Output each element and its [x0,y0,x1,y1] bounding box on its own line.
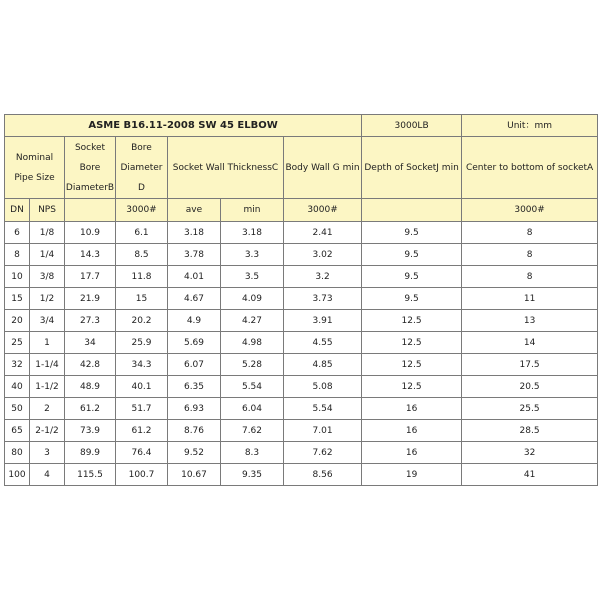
cell-wall-ave: 10.67 [168,464,221,486]
cell-socket-bore: 17.7 [65,266,116,288]
cell-wall-ave: 6.93 [168,398,221,420]
cell-socket-depth: 12.5 [362,332,462,354]
nps-header: NPS [30,199,65,222]
table-row [5,464,598,486]
cell-wall-min: 5.28 [221,354,284,376]
cell-center-bottom: 14 [462,332,598,354]
cell-bore-diameter: 25.9 [116,332,168,354]
cell-center-bottom: 28.5 [462,420,598,442]
center-class-header: 3000# [462,199,598,222]
cell-socket-depth: 16 [362,398,462,420]
cell-center-bottom: 13 [462,310,598,332]
dn-header: DN [5,199,30,222]
cell-socket-bore: 115.5 [65,464,116,486]
socket-bore-header: Socket Bore DiameterB [65,137,116,199]
cell-dn: 65 [5,420,30,442]
cell-body-wall: 4.85 [284,354,362,376]
cell-wall-min: 3.3 [221,244,284,266]
cell-socket-bore: 10.9 [65,222,116,244]
table-row [5,244,598,266]
cell-body-wall: 3.02 [284,244,362,266]
cell-bore-diameter: 20.2 [116,310,168,332]
spec-table-container [4,114,597,486]
cell-wall-ave: 4.01 [168,266,221,288]
elbow-spec-table [4,114,598,486]
cell-center-bottom: 41 [462,464,598,486]
bore-class-header: 3000# [116,199,168,222]
body-wall-header: Body Wall G min [284,137,362,199]
cell-wall-min: 3.18 [221,222,284,244]
unit-label: Unit：mm [462,115,598,137]
cell-socket-bore: 27.3 [65,310,116,332]
cell-wall-min: 5.54 [221,376,284,398]
cell-dn: 100 [5,464,30,486]
cell-nps: 1 [30,332,65,354]
depth-socket-sub [362,199,462,222]
table-row [5,442,598,464]
cell-dn: 40 [5,376,30,398]
cell-center-bottom: 8 [462,266,598,288]
cell-bore-diameter: 6.1 [116,222,168,244]
title-row [5,115,598,137]
cell-center-bottom: 25.5 [462,398,598,420]
cell-socket-depth: 12.5 [362,310,462,332]
center-bottom-header: Center to bottom of socketA [462,137,598,199]
cell-bore-diameter: 15 [116,288,168,310]
cell-wall-ave: 6.07 [168,354,221,376]
cell-dn: 80 [5,442,30,464]
cell-center-bottom: 20.5 [462,376,598,398]
table-row [5,288,598,310]
nominal-pipe-size-header: Nominal Pipe Size [5,137,65,199]
cell-center-bottom: 8 [462,244,598,266]
cell-dn: 20 [5,310,30,332]
cell-bore-diameter: 11.8 [116,266,168,288]
table-row [5,354,598,376]
cell-wall-ave: 6.35 [168,376,221,398]
cell-dn: 10 [5,266,30,288]
cell-body-wall: 8.56 [284,464,362,486]
cell-socket-depth: 12.5 [362,376,462,398]
body-class-header: 3000# [284,199,362,222]
cell-dn: 6 [5,222,30,244]
cell-wall-ave: 4.9 [168,310,221,332]
cell-dn: 15 [5,288,30,310]
socket-wall-header: Socket Wall ThicknessC [168,137,284,199]
cell-wall-ave: 8.76 [168,420,221,442]
cell-wall-ave: 9.52 [168,442,221,464]
cell-wall-min: 4.27 [221,310,284,332]
cell-wall-min: 4.98 [221,332,284,354]
cell-nps: 4 [30,464,65,486]
cell-nps: 3/4 [30,310,65,332]
depth-socket-header: Depth of SocketJ min [362,137,462,199]
min-header: min [221,199,284,222]
table-row [5,332,598,354]
cell-nps: 1/4 [30,244,65,266]
cell-bore-diameter: 8.5 [116,244,168,266]
cell-socket-depth: 9.5 [362,266,462,288]
cell-nps: 2 [30,398,65,420]
cell-wall-min: 4.09 [221,288,284,310]
ave-header: ave [168,199,221,222]
cell-body-wall: 7.62 [284,442,362,464]
cell-dn: 8 [5,244,30,266]
class-label: 3000LB [362,115,462,137]
cell-socket-bore: 48.9 [65,376,116,398]
cell-center-bottom: 32 [462,442,598,464]
cell-wall-ave: 4.67 [168,288,221,310]
cell-dn: 25 [5,332,30,354]
header-row [5,137,598,199]
table-title: ASME B16.11-2008 SW 45 ELBOW [5,115,362,137]
cell-body-wall: 5.54 [284,398,362,420]
cell-dn: 50 [5,398,30,420]
cell-bore-diameter: 100.7 [116,464,168,486]
cell-body-wall: 7.01 [284,420,362,442]
cell-socket-bore: 73.9 [65,420,116,442]
cell-dn: 32 [5,354,30,376]
cell-bore-diameter: 51.7 [116,398,168,420]
cell-socket-depth: 19 [362,464,462,486]
cell-body-wall: 3.91 [284,310,362,332]
subheader-row [5,199,598,222]
data-body [5,222,598,486]
cell-body-wall: 3.2 [284,266,362,288]
cell-body-wall: 5.08 [284,376,362,398]
cell-wall-min: 8.3 [221,442,284,464]
cell-nps: 3 [30,442,65,464]
cell-socket-bore: 14.3 [65,244,116,266]
table-row [5,376,598,398]
cell-bore-diameter: 40.1 [116,376,168,398]
cell-wall-min: 3.5 [221,266,284,288]
cell-wall-ave: 3.18 [168,222,221,244]
cell-bore-diameter: 61.2 [116,420,168,442]
cell-nps: 2-1/2 [30,420,65,442]
cell-center-bottom: 11 [462,288,598,310]
cell-socket-bore: 61.2 [65,398,116,420]
cell-socket-depth: 16 [362,442,462,464]
cell-wall-min: 6.04 [221,398,284,420]
cell-body-wall: 2.41 [284,222,362,244]
cell-socket-bore: 42.8 [65,354,116,376]
cell-body-wall: 4.55 [284,332,362,354]
cell-socket-bore: 21.9 [65,288,116,310]
cell-bore-diameter: 76.4 [116,442,168,464]
table-row [5,222,598,244]
cell-socket-depth: 9.5 [362,288,462,310]
table-row [5,266,598,288]
cell-nps: 1-1/4 [30,354,65,376]
cell-socket-depth: 9.5 [362,244,462,266]
cell-nps: 1-1/2 [30,376,65,398]
cell-nps: 3/8 [30,266,65,288]
cell-bore-diameter: 34.3 [116,354,168,376]
cell-nps: 1/8 [30,222,65,244]
cell-center-bottom: 17.5 [462,354,598,376]
table-row [5,398,598,420]
cell-socket-bore: 34 [65,332,116,354]
cell-nps: 1/2 [30,288,65,310]
cell-wall-ave: 3.78 [168,244,221,266]
cell-wall-ave: 5.69 [168,332,221,354]
cell-wall-min: 7.62 [221,420,284,442]
bore-diameter-header: Bore Diameter D [116,137,168,199]
cell-body-wall: 3.73 [284,288,362,310]
cell-socket-bore: 89.9 [65,442,116,464]
cell-center-bottom: 8 [462,222,598,244]
cell-socket-depth: 9.5 [362,222,462,244]
table-row [5,420,598,442]
table-row [5,310,598,332]
cell-socket-depth: 12.5 [362,354,462,376]
socket-bore-sub [65,199,116,222]
cell-socket-depth: 16 [362,420,462,442]
cell-wall-min: 9.35 [221,464,284,486]
